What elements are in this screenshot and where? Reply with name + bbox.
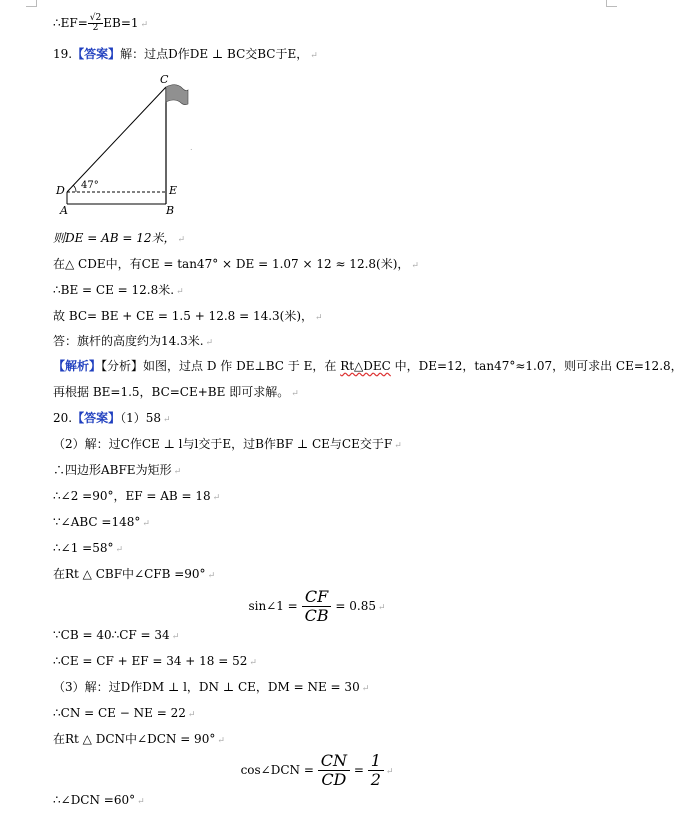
de-ab-line: 则DE = AB = 12米， ↵ xyxy=(53,231,186,245)
answer-reply-line: 答：旗杆的高度约为14.3米. ↵ xyxy=(53,334,214,348)
cn-over-cd-fraction: $\frac{CN}{CD}$ xyxy=(318,752,350,789)
page-corner-mark-right xyxy=(606,0,617,7)
q20-part2-line: （2）解：过C作CE ⊥ l与l交于E，过B作BF ⊥ CE与CE交于F ↵ xyxy=(53,437,402,451)
q19-text: 解：过点D作DE ⊥ BC交BC于E， xyxy=(120,47,309,61)
ef-equation xyxy=(53,14,148,33)
ce-sum-line: ∴CE = CF + EF = 34 + 18 = 52 ↵ xyxy=(53,654,257,668)
q20-answer-line: 20.【答案】（1）58 ↵ xyxy=(53,411,171,425)
label-d: D xyxy=(56,184,65,197)
label-a: A xyxy=(60,204,68,217)
analysis-line-1: 【解析】【分析】如图，过点 D 作 DE⊥BC 于 E，在 Rt△DEC 中，DE=12，tan47°≈1.07，则可求出 CE=12.8， xyxy=(53,359,683,373)
cn-line: ∴CN = CE − NE = 22 ↵ xyxy=(53,706,196,720)
q19-number: 19. xyxy=(53,47,73,61)
label-c: C xyxy=(160,73,169,86)
angle-label: 47° xyxy=(81,180,99,191)
angle-arc xyxy=(73,185,76,192)
rt-dcn-line: 在Rt △ DCN中∠DCN = 90° ↵ xyxy=(53,732,225,746)
analysis-line-2: 再根据 BE=1.5，BC=CE+BE 即可求解。 ↵ xyxy=(53,385,299,399)
paragraph-mark: ↵ xyxy=(140,20,149,30)
rectangle-line: ∴四边形ABFE为矩形 ↵ xyxy=(53,463,182,477)
angle1-line: ∴∠1 =58° ↵ xyxy=(53,541,124,555)
q20-part3-line: （3）解：过D作DM ⊥ l，DN ⊥ CE，DM = NE = 30 ↵ xyxy=(53,680,370,694)
be-ce-line: ∴BE = CE = 12.8米. ↵ xyxy=(53,283,184,297)
rt-cbf-line: 在Rt △ CBF中∠CFB =90° ↵ xyxy=(53,567,216,581)
q19-answer-line: 19.【答案】解：过点D作DE ⊥ BC交BC于E， ↵ xyxy=(53,47,318,61)
cf-over-cb-fraction: $\frac{CF}{CB}$ xyxy=(302,588,332,625)
cb-cf-line: ∵CB = 40∴CF = 34 ↵ xyxy=(53,628,180,642)
analysis-label: 【解析】 xyxy=(53,359,102,373)
cos-equation: cos∠DCN = $\frac{CN}{CD}$ = $\frac{1}{2}$ ↵ xyxy=(240,751,394,789)
one-half-fraction: $\frac{1}{2}$ xyxy=(368,752,384,789)
flag-shape xyxy=(166,85,188,105)
bc-sum-line: 故 BC= BE + CE = 1.5 + 12.8 = 14.3(米)， ↵ xyxy=(53,309,323,323)
sin-equation: sin∠1 = $\frac{CF}{CB}$ = 0.85 ↵ xyxy=(248,587,386,625)
q20-number: 20. xyxy=(53,411,73,425)
flagpole-figure xyxy=(50,68,210,218)
label-b: B xyxy=(166,204,175,217)
ef-suffix: EB=1 xyxy=(103,16,139,30)
answer-label: 【答案】 xyxy=(72,47,121,61)
sqrt2-over-2-fraction: $\frac{√2}{2}$ xyxy=(89,13,102,33)
page-corner-mark-left xyxy=(26,0,37,7)
ce-calc-line: 在△ CDE中，有CE = tan47° × DE = 1.07 × 12 ≈ 12.8(米)， ↵ xyxy=(53,257,419,271)
hypotenuse-dc xyxy=(67,87,166,192)
angle-abc-line: ∵∠ABC =148° ↵ xyxy=(53,515,150,529)
ef-prefix: ∴EF= xyxy=(53,16,88,30)
angle2-line: ∴∠2 =90°，EF = AB = 18 ↵ xyxy=(53,489,221,503)
figure-paragraph-mark: . xyxy=(190,143,193,152)
label-e: E xyxy=(169,184,178,197)
spellcheck-underlined-text: Rt△DEC xyxy=(340,359,391,373)
dcn-60-line: ∴∠DCN =60° ↵ xyxy=(53,793,145,807)
